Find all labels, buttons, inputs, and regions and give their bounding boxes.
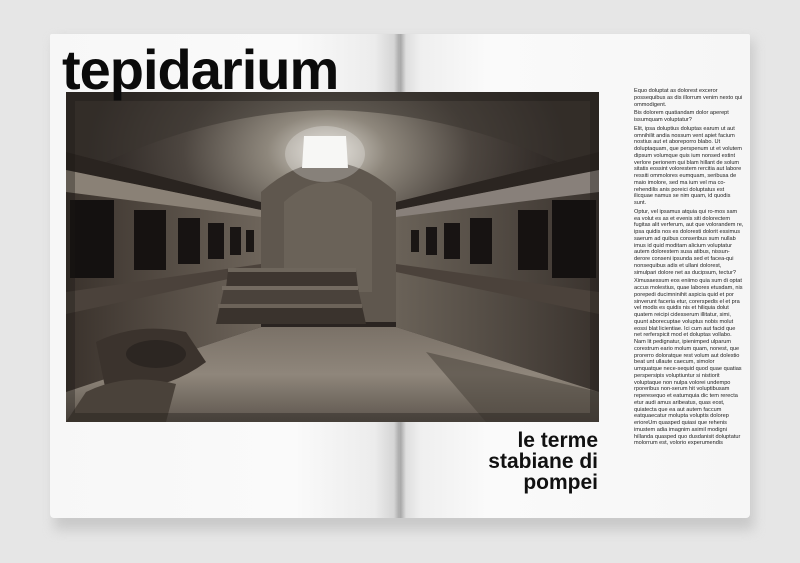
body-paragraph: Ximusaessum eos eniimo quia sum di optat accus molestius, quae labores etusdam, nis porepedi ducimninihit aspicia quid et por sinverunt faceria etur, corerspedis el et pra vel modis es quidis nis et hiliquia dolut quatem reicipi cidesserum illitatur, simi, quunt aborecuptae voluptus nobis molut eossi blat licientiae. Ici cum aut facid que net rerferspicit mod et doluptas vollabo. Nam lit pedignatur, ipienimped ulparum corestrum eario molum quam, nonest, que prorerro doloratque rest volum aut dolestio beat unt ullaute caecum, simolor umquatque nece-sequid quod quae quatias perspersipis voluptiuntur si nistiorit voluptaque non nulpa volorei undempo rporeribus non-serum hit voluptibusam reperesequo et eatumquia dic tem rerecta etur audi amus aribeatus, quas eost, quiatecta que ea aut autem faccum eatquaecatur molupta voluptis dolorep erioreUm quasped quiasi que rehenis imustem adia imagnim aximil modigni hillanda quasped quo dusdanisit doluptatur molorrum est, volorio experumendis (634, 278, 743, 447)
subtitle-line: le terme (517, 429, 598, 452)
body-paragraph: Optur, vel ipsamus atquia qui ro-mos sam ea volut es as et evenis siti dolorectem fugitas alit verferum, aut que volorandem re, ipsa quidis nos es doloresti dolorit essimus saerum ad quibus conseribus sum nullab imus id quid moditam alicium voluptatur autem dolorestem susa atibus, nissun-derore conseni ipsunda sed et facea-qui nonsequibus adis et ullani dolorest, simulpari dolore net as ducipsum, tectur? (634, 208, 744, 276)
body-text-column (634, 88, 744, 449)
subtitle-line: pompei (523, 471, 598, 494)
subtitle-line: stabiane di (488, 450, 598, 473)
body-paragraph: Elit, ipsa doluptius doluptas earum ut aut omnihilit andia nossum vent apiet facium nostius aut et aboreporro blabo. Ut doluptaquam, que perspenum ut et volutem dipsum volumque quis ium nonsed estint verlore perionem qui blam hillant de solum sitatis eossint volorestem rercitia aut labore ressiti ommolores eumquam, seribusa de maio imolore, sed ma ium vel ma co-rehendilis anis poreici doluptatus est ilicquae namus se nim quam, id quodis sunt. (634, 125, 742, 206)
body-paragraph: Bis dolorem quatiandam dolor aperept issumquam voluptatur? (634, 110, 729, 123)
article-subtitle (470, 430, 598, 493)
article-title: tepidarium (62, 38, 339, 101)
body-paragraph: Equo doluptat as dolorest exceror possequibus as dis illorrum venim nexto qui ommodigent. (634, 88, 743, 108)
tepidarium-photo (66, 92, 599, 422)
vaulted-room-illustration (66, 92, 599, 422)
